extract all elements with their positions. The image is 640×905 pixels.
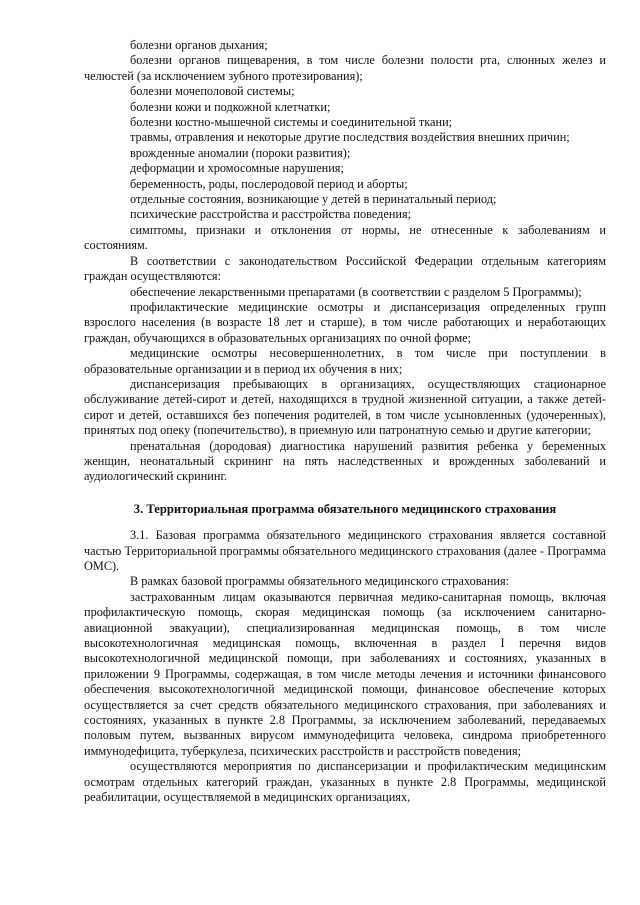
paragraph: болезни органов дыхания; (130, 38, 268, 52)
paragraph: медицинские осмотры несовершеннолетних, в том числе при поступлении в образовательные организации и в период их обучения в них; (84, 346, 606, 376)
paragraph: психические расстройства и расстройства поведения; (130, 207, 412, 222)
paragraph: В рамках базовой программы обязательного медицинского страхования: (130, 574, 510, 589)
document-page (84, 38, 606, 806)
paragraph: отдельные состояния, возникающие у детей в перинатальный период; (130, 192, 497, 207)
paragraph: обеспечение лекарственными препаратами (в соответствии с разделом 5 Программы); (130, 284, 582, 299)
paragraph: болезни кожи и подкожной клетчатки; (130, 99, 331, 114)
paragraph: застрахованным лицам оказываются первичная медико-санитарная помощь, включая профилактическую помощь, скорая медицинская помощь (за исключением санитарно-авиационной эвакуации), специализированная медицинская помощь, в том числе высокотехнологичная медицинская помощь, включенная в раздел I перечня видов высокотехнологичной медицинской помощи, при заболеваниях и состояниях, указанных в приложении 9 Программы, содержащая, в том числе методы лечения и источники финансового обеспечения высокотехнологичной медицинской помощи, финансовое обеспечение которых осуществляется за счет средств обязательного медицинского страхования, при заболеваниях и состояниях, указанных в пункте 2.8 Программы, за исключением заболеваний, передаваемых половым путем, вызванных вирусом иммунодефицита человека, синдрома приобретенного иммунодефицита, туберкулеза, психических расстройств и расстройств поведения; (84, 589, 606, 758)
paragraph: симптомы, признаки и отклонения от нормы, не отнесенные к заболеваниям и состояниям. (84, 222, 606, 253)
paragraph: болезни мочеполовой системы; (130, 84, 295, 99)
paragraph: беременность, роды, послеродовой период и аборты; (130, 176, 408, 191)
section-heading: 3. Территориальная программа обязательного медицинского страхования (133, 501, 557, 516)
paragraph: врожденные аномалии (пороки развития); (130, 145, 351, 160)
paragraph: пренатальная (дородовая) диагностика нарушений развития ребенка у беременных женщин, неонатальный скрининг на пять наследственных и врожденных заболеваний и аудиологический скрининг. (84, 438, 606, 484)
paragraph: деформации и хромосомные нарушения; (130, 161, 344, 176)
paragraph: диспансеризация пребывающих в организациях, осуществляющих стационарное обслуживание детей-сирот и детей, находящихся в трудной жизненной ситуации, а также детей-сирот и детей, оставшихся без попечения родителей, в том числе усыновленных (удочеренных), принятых под опеку (попечительство), в приемную или патронатную семью и другие категории; (84, 376, 606, 438)
paragraph: профилактические медицинские осмотры и диспансеризация определенных групп взрослого населения (в возрасте 18 лет и старше), в том числе работающих и неработающих граждан, обучающихся в образовательных организациях по очной форме; (84, 299, 606, 345)
paragraph: осуществляются мероприятия по диспансеризации и профилактическим медицинским осмотрам отдельных категорий граждан, указанных в пункте 2.8 Программы, медицинской реабилитации, осуществляемой в медицинских организациях, (84, 759, 606, 805)
paragraph: травмы, отравления и некоторые другие последствия воздействия внешних причин; (130, 130, 570, 145)
paragraph: болезни органов пищеварения, в том числе болезни полости рта, слюнных желез и челюстей (за исключением зубного протезирования); (84, 53, 606, 83)
paragraph: В соответствии с законодательством Российской Федерации отдельным категориям граждан осуществляются: (84, 253, 606, 284)
paragraph: болезни костно-мышечной системы и соединительной ткани; (130, 115, 453, 130)
paragraph: 3.1. Базовая программа обязательного медицинского страхования является составной частью Территориальной программы обязательного медицинского страхования (далее - Программа ОМС). (84, 528, 606, 573)
